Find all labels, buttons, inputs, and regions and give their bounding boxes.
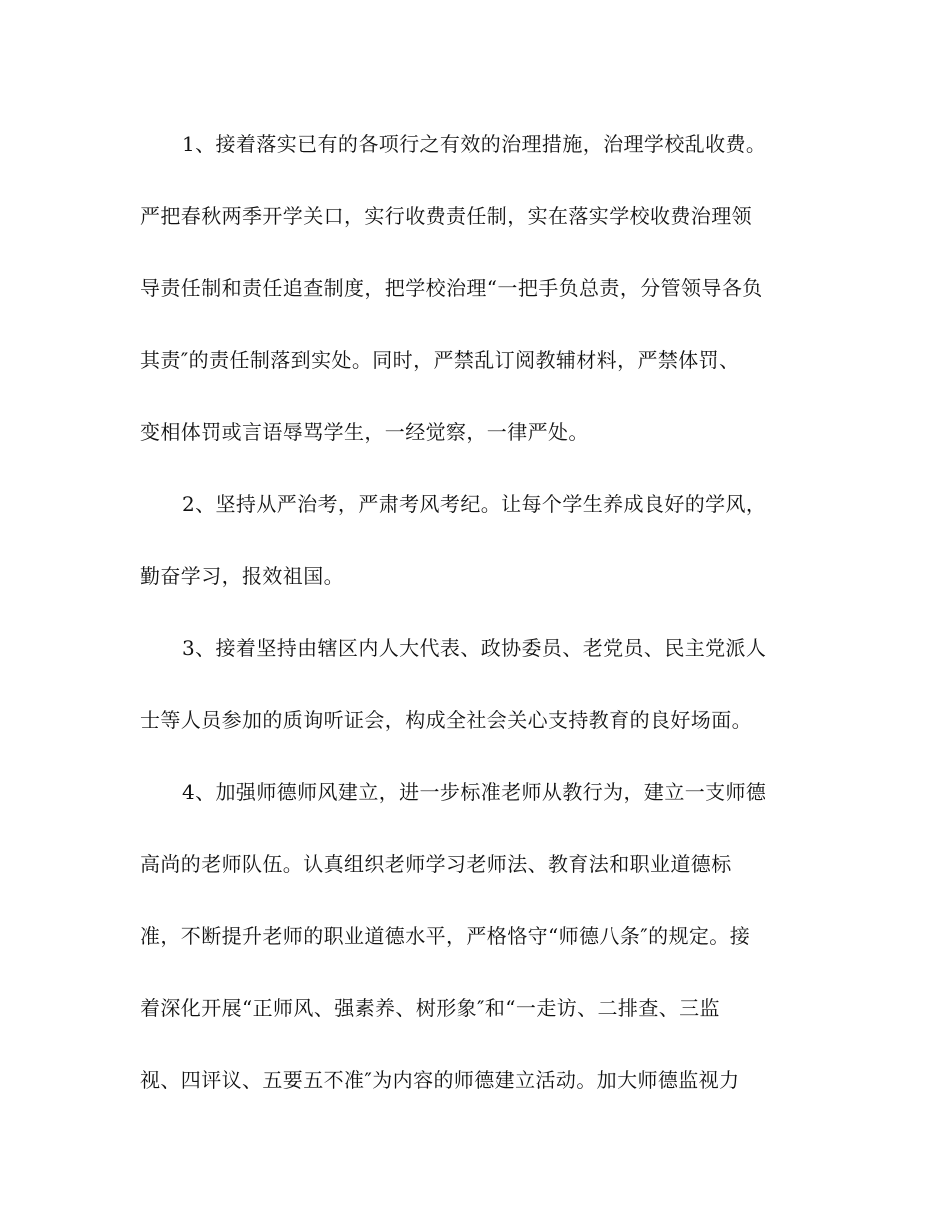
paragraph-1-line-5: 变相体罚或言语辱骂学生，一经觉察，一律严处。	[140, 420, 589, 444]
paragraph-4-line-2: 高尚的老师队伍。认真组织老师学习老师法、教育法和职业道德标	[140, 852, 732, 876]
paragraph-3-line-2: 士等人员参加的质询听证会，构成全社会关心支持教育的良好场面。	[140, 708, 752, 732]
paragraph-4-line-3: 准，不断提升老师的职业道德水平，严格恪守“师德八条″的规定。接	[140, 924, 751, 948]
paragraph-4-line-1: 4、加强师德师风建立，进一步标准老师从教行为，建立一支师德	[182, 780, 767, 804]
paragraph-2-line-2: 勤奋学习，报效祖国。	[140, 564, 344, 588]
paragraph-1-line-2: 严把春秋两季开学关口，实行收费责任制，实在落实学校收费治理领	[140, 204, 752, 228]
paragraph-3-line-1: 3、接着坚持由辖区内人大代表、政协委员、老党员、民主党派人	[182, 636, 767, 660]
paragraph-2-line-1: 2、坚持从严治考，严肃考风考纪。让每个学生养成良好的学风，	[182, 492, 767, 516]
paragraph-1-line-4: 其责″的责任制落到实处。同时，严禁乱订阅教辅材料，严禁体罚、	[140, 348, 740, 372]
paragraph-4-line-5: 视、四评议、五要五不准″为内容的师德建立活动。加大师德监视力	[140, 1068, 740, 1092]
paragraph-1-line-1: 1、接着落实已有的各项行之有效的治理措施，治理学校乱收费。	[182, 132, 767, 156]
paragraph-1-line-3: 导责任制和责任追查制度，把学校治理“一把手负总责，分管领导各负	[140, 276, 763, 300]
paragraph-4-line-4: 着深化开展“正师风、强素养、树形象″和“一走访、二排查、三监	[140, 996, 720, 1020]
